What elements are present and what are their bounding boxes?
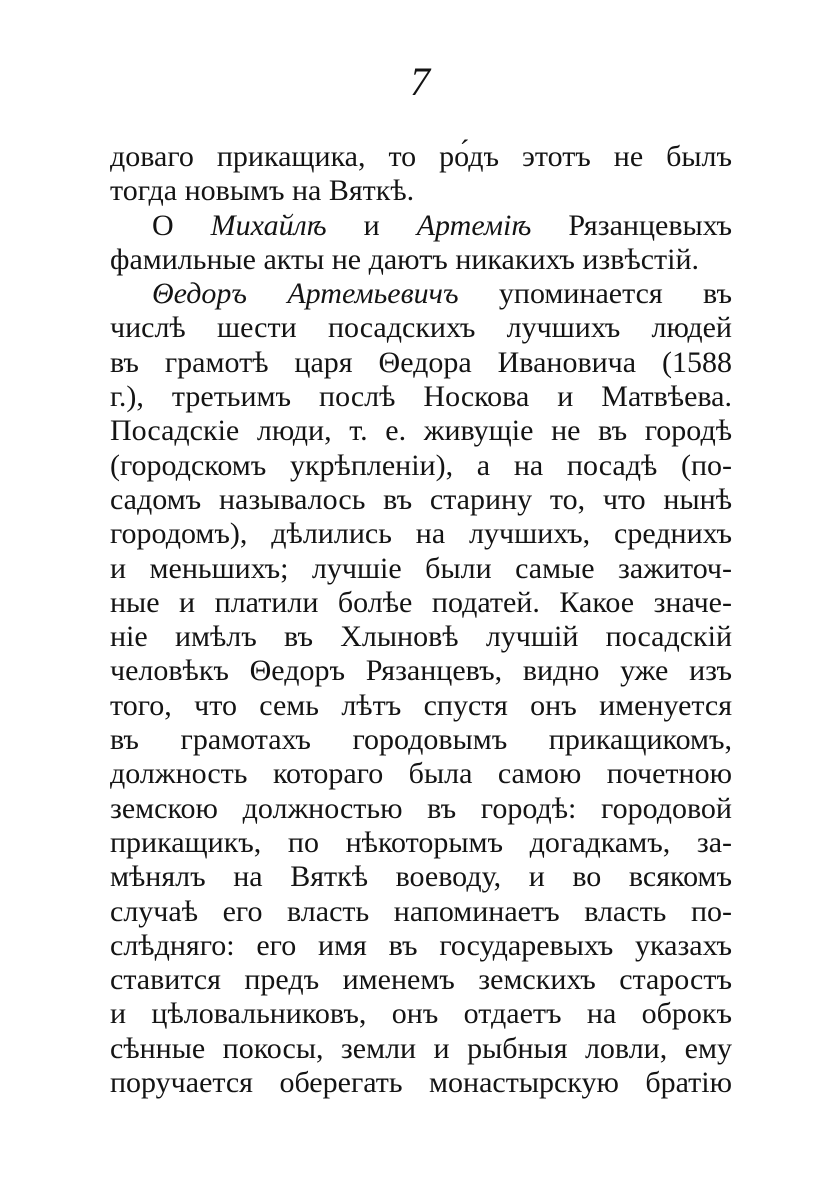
text-line: человѣкъ Θедоръ Рязанцевъ, видно уже изъ — [110, 654, 732, 688]
text-line: и меньшихъ; лучшiе были самые зажиточ- — [110, 551, 732, 585]
text-line: въ грамотахъ городовымъ прикащикомъ, — [110, 723, 732, 757]
name-fedor-artemyevich: Θедоръ Артемьевичъ — [152, 277, 459, 311]
text-line: слѣдняго: его имя въ государевыхъ указахъ — [110, 928, 732, 962]
text-line: городомъ), дѣлились на лучшихъ, среднихъ — [110, 517, 732, 551]
text-run: О — [152, 208, 211, 242]
text-line: г.), третьимъ послѣ Носкова и Матвѣева. — [110, 380, 732, 414]
body-text — [110, 140, 732, 1100]
text-line: случаѣ его власть напоминаетъ власть по- — [110, 894, 732, 928]
text-line: доваго прикащика, то ро́дъ этотъ не былъ — [110, 140, 732, 173]
text-line: мѣнялъ на Вяткѣ воеводу, и во всякомъ — [110, 860, 732, 894]
text-run: упоминается въ — [458, 277, 732, 311]
text-line: и цѣловальниковъ, онъ отдаетъ на оброкъ — [110, 997, 732, 1031]
text-line: фамильные акты не даютъ никакихъ извѣстiй. — [110, 242, 700, 276]
text-line: того, что семь лѣтъ спустя онъ именуется — [110, 688, 732, 722]
name-mikhail: Михайлѣ — [210, 208, 327, 242]
page-number: 7 — [410, 59, 430, 104]
text-line: ные и платили болѣе податей. Какое значе- — [110, 585, 732, 619]
text-line: въ грамотѣ царя Θедора Ивановича (1588 — [110, 345, 732, 379]
name-artemy: Артемiѣ — [416, 208, 532, 242]
text-line: нiе имѣлъ въ Хлыновѣ лучшiй посадскiй — [110, 620, 732, 654]
text-line: Посадскiе люди, т. е. живущiе не въ городѣ — [110, 414, 732, 448]
text-run: Рязанцевыхъ — [531, 208, 733, 242]
text-line: садомъ называлось въ старину то, что нынѣ — [110, 482, 732, 516]
text-line: числѣ шести посадскихъ лучшихъ людей — [110, 311, 732, 345]
text-line: должность котораго была самою почетною — [110, 757, 732, 791]
text-line — [110, 277, 732, 311]
text-line: прикащикъ, по нѣкоторымъ догадкамъ, за- — [110, 825, 732, 859]
text-line: тогда новымъ на Вяткѣ. — [110, 174, 415, 208]
text-line: сѣнные покосы, земли и рыбныя ловли, ему — [110, 1031, 732, 1065]
text-line: земскою должностью въ городѣ: городовой — [110, 791, 732, 825]
text-run: и — [326, 208, 417, 242]
text-line: (городскомъ укрѣпленiи), а на посадѣ (по- — [110, 448, 732, 482]
text-line: поручается оберегать монастырскую братiю — [110, 1066, 732, 1100]
text-line: ставится предъ именемъ земскихъ старостъ — [110, 963, 732, 997]
text-line — [110, 209, 732, 243]
